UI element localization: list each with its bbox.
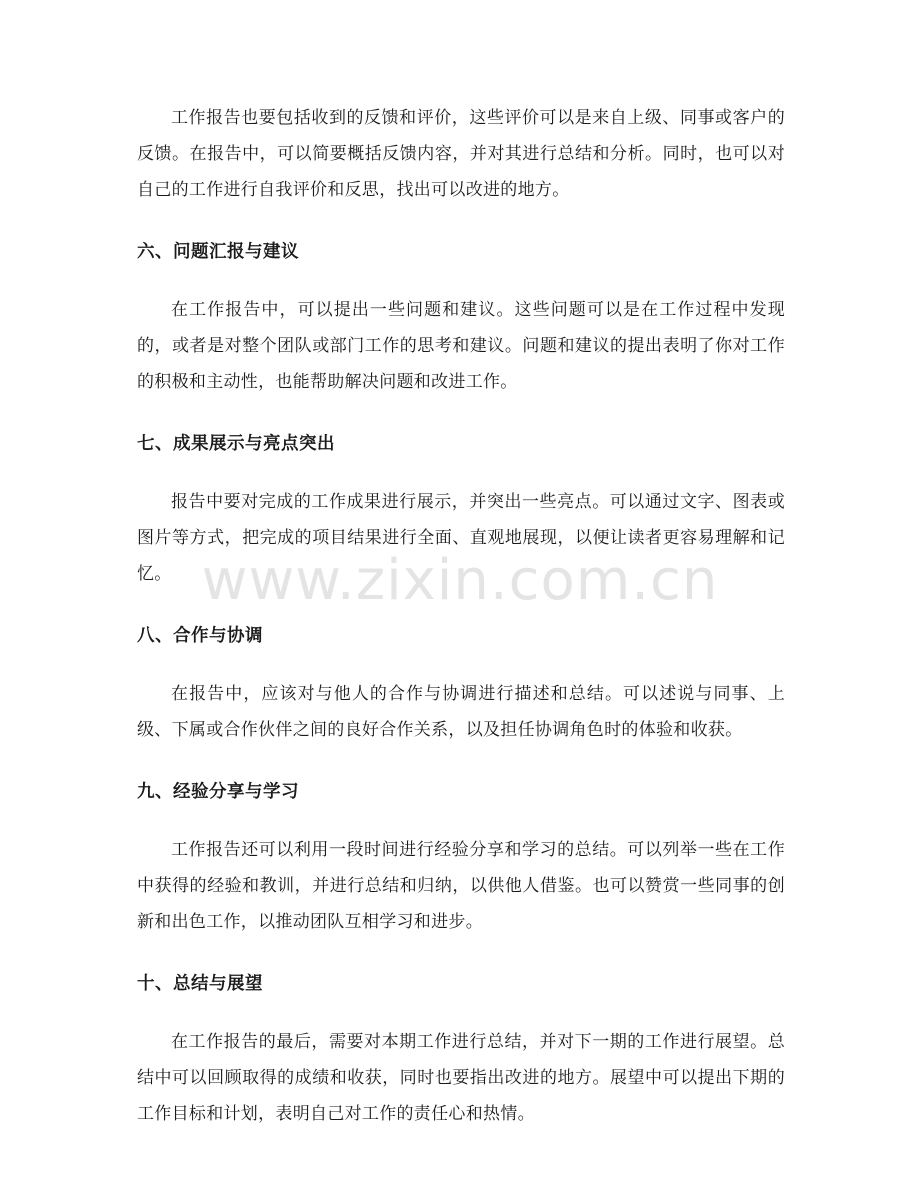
paragraph-results: 报告中要对完成的工作成果进行展示，并突出一些亮点。可以通过文字、图表或图片等方式，把完成的项目结果进行全面、直观地展现，以便让读者更容易理解和记忆。 — [137, 492, 785, 584]
section-heading-9: 九、经验分享与学习 — [137, 782, 299, 802]
section-heading-10: 十、总结与展望 — [137, 974, 263, 994]
section-heading-7: 七、成果展示与亮点突出 — [137, 434, 335, 454]
paragraph-cooperation: 在报告中，应该对与他人的合作与协调进行描述和总结。可以述说与同事、上级、下属或合作伙伴之间的良好合作关系，以及担任协调角色时的体验和收获。 — [137, 684, 785, 740]
section-heading-8: 八、合作与协调 — [137, 626, 263, 646]
paragraph-feedback: 工作报告也要包括收到的反馈和评价，这些评价可以是来自上级、同事或客户的反馈。在报告中，可以简要概括反馈内容，并对其进行总结和分析。同时，也可以对自己的工作进行自我评价和反思，找出可以改进的地方。 — [137, 108, 785, 200]
watermark: www.zixin.com.cn — [201, 548, 719, 613]
paragraph-experience: 工作报告还可以利用一段时间进行经验分享和学习的总结。可以列举一些在工作中获得的经验和教训，并进行总结和归纳，以供他人借鉴。也可以赞赏一些同事的创新和出色工作，以推动团队互相学习和进步。 — [137, 840, 785, 932]
section-heading-6: 六、问题汇报与建议 — [137, 242, 299, 262]
paragraph-summary: 在工作报告的最后，需要对本期工作进行总结，并对下一期的工作进行展望。总结中可以回顾取得的成绩和收获，同时也要指出改进的地方。展望中可以提出下期的工作目标和计划，表明自己对工作的责任心和热情。 — [137, 1032, 785, 1124]
paragraph-issues: 在工作报告中，可以提出一些问题和建议。这些问题可以是在工作过程中发现的，或者是对整个团队或部门工作的思考和建议。问题和建议的提出表明了你对工作的积极和主动性，也能帮助解决问题和改进工作。 — [137, 300, 785, 392]
document-body — [137, 100, 785, 1132]
